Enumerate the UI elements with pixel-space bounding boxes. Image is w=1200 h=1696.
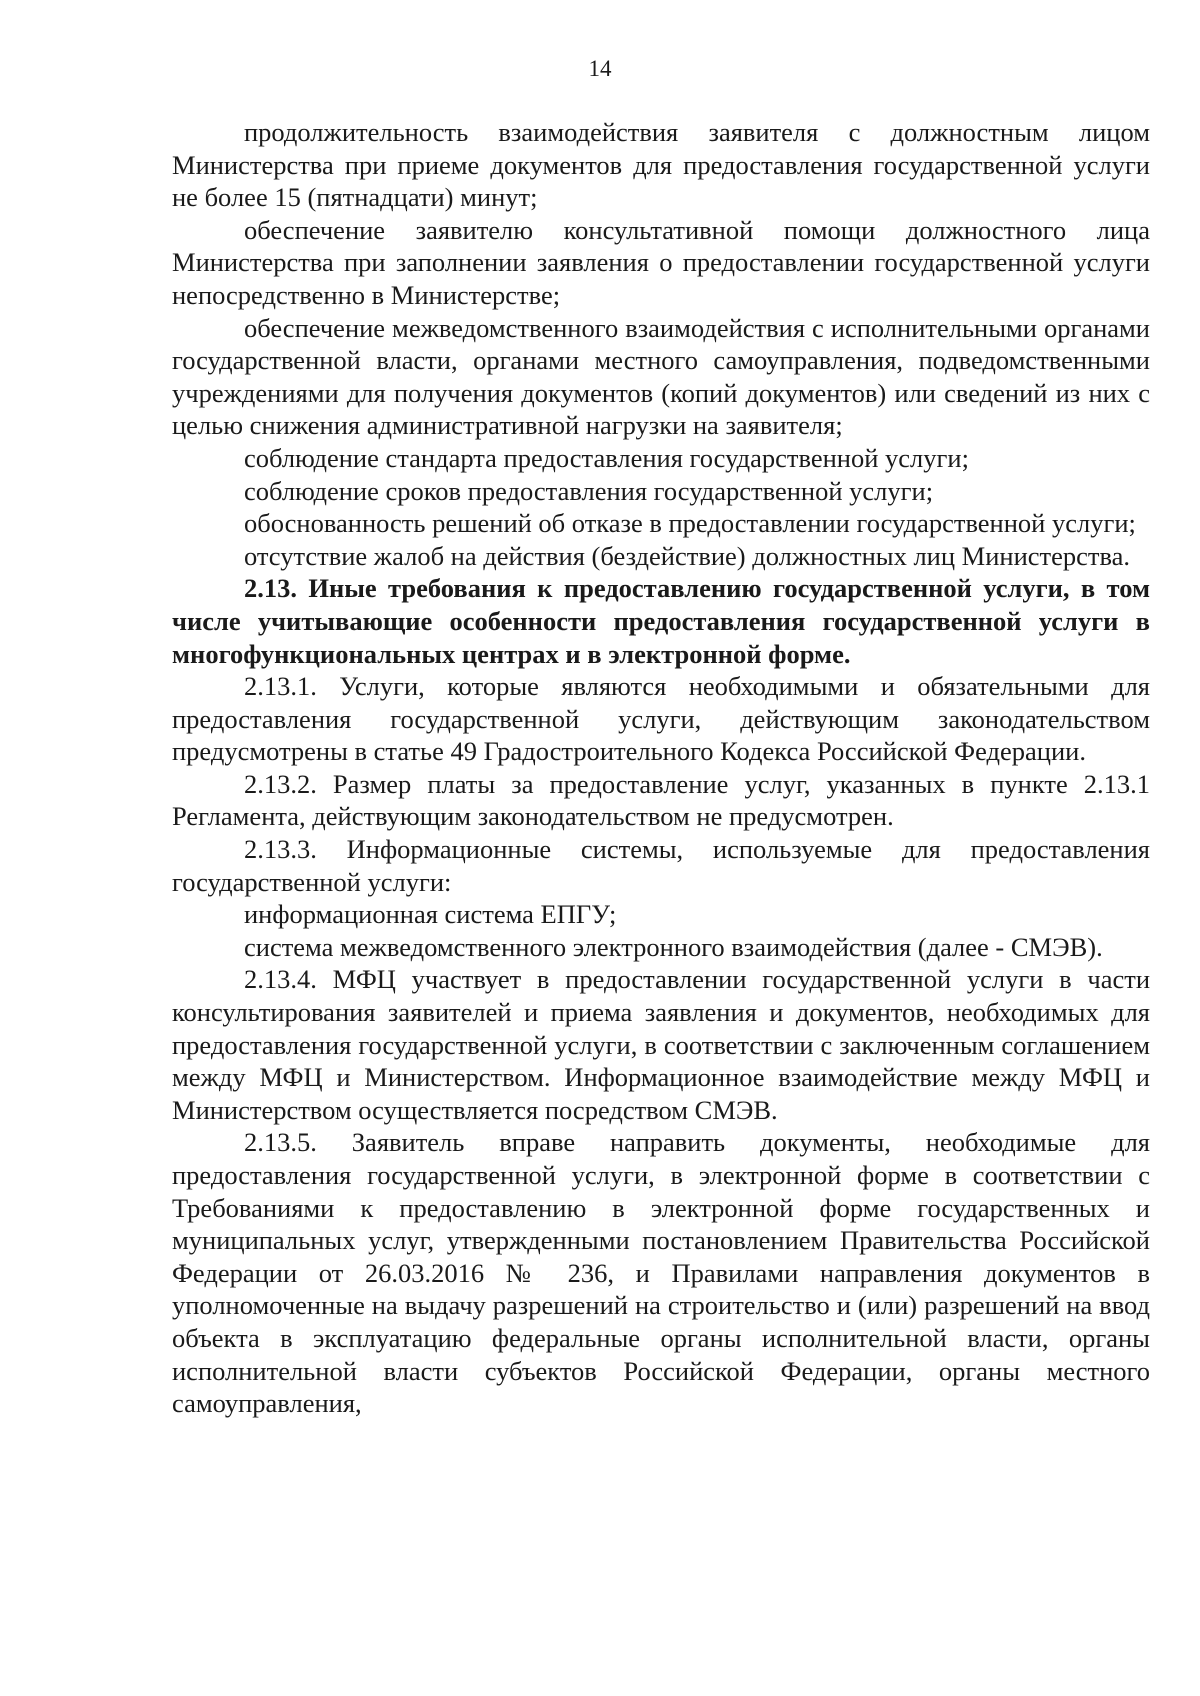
paragraph-consultation-help: обеспечение заявителю консультативной помощи должностного лица Министерства при заполнении заявления о предоставлении государственной услуги непосредственно в Министерстве; [172, 214, 1150, 310]
paragraph-standard-compliance: соблюдение стандарта предоставления государственной услуги; [244, 442, 969, 473]
paragraph-2-13-1: 2.13.1. Услуги, которые являются необходимыми и обязательными для предоставления государственной услуги, действующим законодательством предусмотрены в статье 49 Градостроительного Кодекса Российской Федерации. [172, 671, 1150, 767]
paragraph-no-complaints: отсутствие жалоб на действия (бездействие) должностных лиц Министерства. [244, 540, 1131, 571]
paragraph-epgu-system: информационная система ЕПГУ; [244, 899, 617, 930]
paragraph-2-13-3: 2.13.3. Информационные системы, используемые для предоставления государственной услуги: [172, 834, 1150, 897]
paragraph-smev-system: система межведомственного электронного взаимодействия (далее - СМЭВ). [244, 931, 1103, 962]
paragraph-2-13-5: 2.13.5. Заявитель вправе направить документы, необходимые для предоставления государственной услуги, в электронной форме в соответствии с Требованиями к предоставлению в электронной форме государственных и муниципальных услуг, утвержденными постановлением Правительства Российской Федерации от 26.03.2016 № 236, и Правилами направления документов в уполномоченные на выдачу разрешений на строительство и (или) разрешений на ввод объекта в эксплуатацию федеральные органы исполнительной власти, органы исполнительной власти субъектов Российской Федерации, органы местного самоуправления, [172, 1127, 1150, 1419]
paragraph-refusal-justification: обоснованность решений об отказе в предоставлении государственной услуги; [244, 508, 1136, 539]
section-heading-2-13: 2.13. Иные требования к предоставлению государственной услуги, в том числе учитывающие особенности предоставления государственной услуги в многофункциональных центрах и в электронной форме. [172, 573, 1150, 669]
document-body [172, 116, 1150, 1420]
page-number: 14 [588, 56, 612, 81]
paragraph-2-13-2: 2.13.2. Размер платы за предоставление услуг, указанных в пункте 2.13.1 Регламента, действующим законодательством не предусмотрен. [172, 768, 1150, 832]
paragraph-interagency-interaction: обеспечение межведомственного взаимодействия с исполнительными органами государственной власти, органами местного самоуправления, подведомственными учреждениями для получения документов (копий документов) или сведений из них с целью снижения административной нагрузки на заявителя; [172, 312, 1150, 441]
paragraph-interaction-duration: продолжительность взаимодействия заявителя с должностным лицом Министерства при приеме документов для предоставления государственной услуги не более 15 (пятнадцати) минут; [172, 117, 1150, 213]
paragraph-deadline-compliance: соблюдение сроков предоставления государственной услуги; [244, 475, 934, 506]
paragraph-2-13-4: 2.13.4. МФЦ участвует в предоставлении государственной услуги в части консультирования заявителей и приема заявления и документов, необходимых для предоставления государственной услуги, в соответствии с заключенным соглашением между МФЦ и Министерством. Информационное взаимодействие между МФЦ и Министерством осуществляется посредством СМЭВ. [172, 964, 1150, 1125]
